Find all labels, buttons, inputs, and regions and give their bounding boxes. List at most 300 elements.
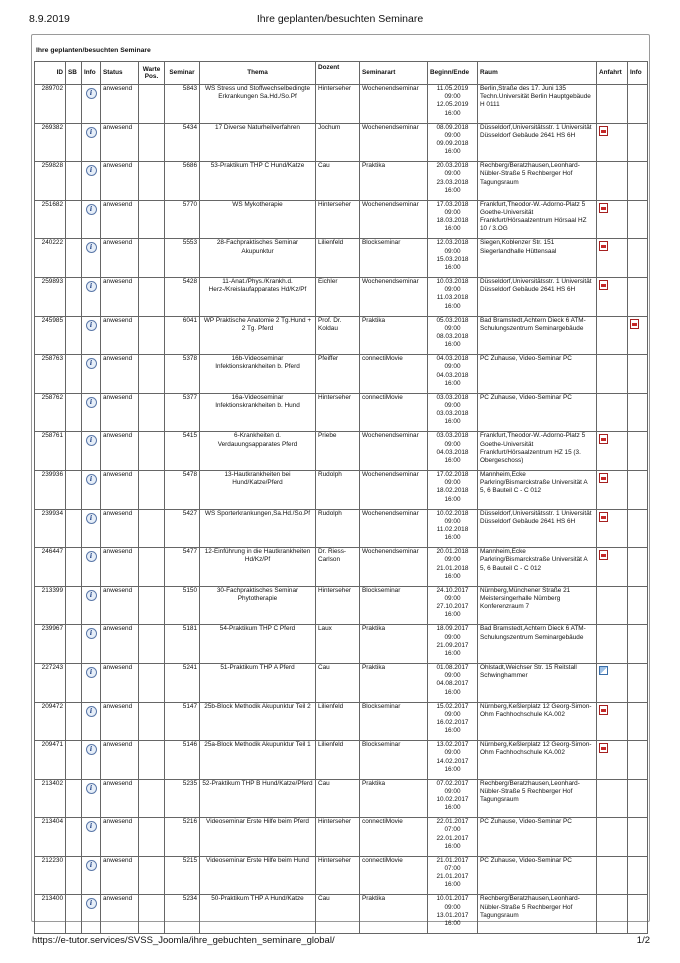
col-warte-pos[interactable]: Warte Pos. bbox=[139, 62, 165, 85]
info-icon[interactable]: i bbox=[86, 744, 97, 755]
cell-dozent: Dr. Riess-Carlson bbox=[316, 548, 360, 587]
cell-anfahrt bbox=[597, 625, 628, 664]
cell-thema: 6-Krankheiten d. Verdauungsapparates Pferd bbox=[200, 432, 316, 471]
col-status[interactable]: Status bbox=[101, 62, 139, 85]
cell-sb bbox=[66, 548, 82, 587]
info-icon[interactable]: i bbox=[86, 281, 97, 292]
cell-seminarart: Praktika bbox=[360, 895, 428, 934]
cell-sb bbox=[66, 818, 82, 857]
table-row bbox=[35, 123, 648, 162]
cell-beginn-ende: 20.03.2018 09:00 23.03.2018 16:00 bbox=[428, 162, 478, 201]
cell-seminarart: Wochenendseminar bbox=[360, 509, 428, 548]
cell-thema: 30-Fachpraktisches Seminar Phytotherapie bbox=[200, 586, 316, 625]
col-raum[interactable]: Raum bbox=[478, 62, 597, 85]
info-pdf-icon[interactable] bbox=[630, 319, 639, 329]
cell-beginn-ende: 24.10.2017 09:00 27.10.2017 16:00 bbox=[428, 586, 478, 625]
cell-status: anwesend bbox=[101, 162, 139, 201]
cell-status: anwesend bbox=[101, 895, 139, 934]
cell-dozent: Cau bbox=[316, 663, 360, 702]
cell-thema: 28-Fachpraktisches Seminar Akupunktur bbox=[200, 239, 316, 278]
cell-info bbox=[82, 432, 101, 471]
cell-warte-pos bbox=[139, 85, 165, 124]
cell-seminarart: Praktika bbox=[360, 663, 428, 702]
cell-sb bbox=[66, 393, 82, 432]
cell-sb bbox=[66, 509, 82, 548]
cell-thema: 51-Praktikum THP A Pferd bbox=[200, 663, 316, 702]
cell-thema: WS Mykotherapie bbox=[200, 200, 316, 239]
cell-beginn-ende: 11.05.2019 09:00 12.05.2019 16:00 bbox=[428, 85, 478, 124]
cell-seminar: 5843 bbox=[165, 85, 200, 124]
table-row bbox=[35, 355, 648, 394]
cell-seminar: 5150 bbox=[165, 586, 200, 625]
cell-status: anwesend bbox=[101, 393, 139, 432]
info-icon[interactable]: i bbox=[86, 397, 97, 408]
cell-id: 209472 bbox=[35, 702, 66, 741]
col-id[interactable]: ID bbox=[35, 62, 66, 85]
cell-seminar: 5241 bbox=[165, 663, 200, 702]
cell-id: 240222 bbox=[35, 239, 66, 278]
cell-beginn-ende: 18.09.2017 09:00 21.09.2017 16:00 bbox=[428, 625, 478, 664]
cell-thema: 53-Praktikum THP C Hund/Katze bbox=[200, 162, 316, 201]
cell-seminarart: connectiMovie bbox=[360, 355, 428, 394]
cell-anfahrt bbox=[597, 277, 628, 316]
cell-seminarart: Blockseminar bbox=[360, 741, 428, 780]
cell-warte-pos bbox=[139, 895, 165, 934]
cell-seminarart: Wochenendseminar bbox=[360, 123, 428, 162]
cell-id: 258762 bbox=[35, 393, 66, 432]
table-row bbox=[35, 856, 648, 895]
cell-anfahrt bbox=[597, 432, 628, 471]
cell-status: anwesend bbox=[101, 470, 139, 509]
cell-anfahrt bbox=[597, 239, 628, 278]
info-icon[interactable]: i bbox=[86, 204, 97, 215]
cell-raum: PC Zuhause, Video-Seminar PC bbox=[478, 393, 597, 432]
cell-beginn-ende: 10.01.2017 09:00 13.01.2017 16:00 bbox=[428, 895, 478, 934]
cell-sb bbox=[66, 702, 82, 741]
cell-seminar: 5216 bbox=[165, 818, 200, 857]
cell-seminar: 5378 bbox=[165, 355, 200, 394]
cell-seminar: 5215 bbox=[165, 856, 200, 895]
cell-id: 212230 bbox=[35, 856, 66, 895]
cell-seminarart: Blockseminar bbox=[360, 586, 428, 625]
cell-dozent: Lilienfeld bbox=[316, 702, 360, 741]
anfahrt-pdf-icon[interactable] bbox=[599, 241, 608, 251]
cell-status: anwesend bbox=[101, 702, 139, 741]
cell-info2 bbox=[628, 663, 648, 702]
cell-info bbox=[82, 856, 101, 895]
cell-sb bbox=[66, 162, 82, 201]
cell-seminar: 6041 bbox=[165, 316, 200, 355]
cell-raum: PC Zuhause, Video-Seminar PC bbox=[478, 355, 597, 394]
cell-seminar: 5428 bbox=[165, 277, 200, 316]
cell-raum: Düsseldorf,Universitätsstr. 1 Universität Düsseldorf Gebäude 2641 HS 6H bbox=[478, 277, 597, 316]
info-icon[interactable]: i bbox=[86, 590, 97, 601]
cell-info2 bbox=[628, 818, 648, 857]
anfahrt-pdf-icon[interactable] bbox=[599, 550, 608, 560]
cell-raum: Düsseldorf,Universitätsstr. 1 Universität Düsseldorf Gebäude 2641 HS 6H bbox=[478, 123, 597, 162]
cell-anfahrt bbox=[597, 741, 628, 780]
anfahrt-pdf-icon[interactable] bbox=[599, 705, 608, 715]
cell-anfahrt bbox=[597, 316, 628, 355]
cell-seminar: 5427 bbox=[165, 509, 200, 548]
cell-info2 bbox=[628, 239, 648, 278]
info-icon[interactable]: i bbox=[86, 628, 97, 639]
cell-seminarart: Praktika bbox=[360, 625, 428, 664]
col-anfahrt[interactable]: Anfahrt bbox=[597, 62, 628, 85]
cell-status: anwesend bbox=[101, 316, 139, 355]
cell-beginn-ende: 01.08.2017 09:00 04.08.2017 16:00 bbox=[428, 663, 478, 702]
cell-info bbox=[82, 509, 101, 548]
cell-beginn-ende: 17.03.2018 09:00 18.03.2018 16:00 bbox=[428, 200, 478, 239]
cell-beginn-ende: 20.01.2018 09:00 21.01.2018 16:00 bbox=[428, 548, 478, 587]
table-row bbox=[35, 625, 648, 664]
cell-beginn-ende: 08.09.2018 09:00 09.09.2018 16:00 bbox=[428, 123, 478, 162]
cell-raum: Rechberg/Beratzhausen,Leonhard-Nübler-Straße 5 Rechberger Hof Tagungsraum bbox=[478, 779, 597, 818]
cell-thema: 52-Praktikum THP B Hund/Katze/Pferd bbox=[200, 779, 316, 818]
cell-sb bbox=[66, 779, 82, 818]
table-row bbox=[35, 470, 648, 509]
table-row bbox=[35, 432, 648, 471]
cell-raum: Rechberg/Beratzhausen,Leonhard-Nübler-Straße 5 Rechberger Hof Tagungsraum bbox=[478, 895, 597, 934]
cell-thema: 25b-Block Methodik Akupunktur Teil 2 bbox=[200, 702, 316, 741]
cell-warte-pos bbox=[139, 123, 165, 162]
cell-status: anwesend bbox=[101, 200, 139, 239]
cell-info2 bbox=[628, 277, 648, 316]
cell-seminar: 5477 bbox=[165, 548, 200, 587]
cell-status: anwesend bbox=[101, 123, 139, 162]
cell-beginn-ende: 10.03.2018 09:00 11.03.2018 16:00 bbox=[428, 277, 478, 316]
cell-thema: 25a-Block Methodik Akupunktur Teil 1 bbox=[200, 741, 316, 780]
cell-info2 bbox=[628, 856, 648, 895]
info-icon[interactable]: i bbox=[86, 358, 97, 369]
cell-sb bbox=[66, 625, 82, 664]
cell-warte-pos bbox=[139, 162, 165, 201]
cell-status: anwesend bbox=[101, 779, 139, 818]
cell-info2 bbox=[628, 895, 648, 934]
info-icon[interactable]: i bbox=[86, 474, 97, 485]
anfahrt-pdf-icon[interactable] bbox=[599, 743, 608, 753]
table-header bbox=[35, 62, 648, 85]
table-row bbox=[35, 162, 648, 201]
cell-thema: Videoseminar Erste Hilfe beim Hund bbox=[200, 856, 316, 895]
col-sb[interactable]: SB bbox=[66, 62, 82, 85]
cell-id: 246447 bbox=[35, 548, 66, 587]
cell-anfahrt bbox=[597, 470, 628, 509]
table-row bbox=[35, 741, 648, 780]
cell-dozent: Cau bbox=[316, 162, 360, 201]
cell-id: 213404 bbox=[35, 818, 66, 857]
anfahrt-pdf-icon[interactable] bbox=[599, 512, 608, 522]
cell-warte-pos bbox=[139, 316, 165, 355]
cell-seminar: 5147 bbox=[165, 702, 200, 741]
cell-dozent: Lilienfeld bbox=[316, 741, 360, 780]
cell-info2 bbox=[628, 123, 648, 162]
info-icon[interactable]: i bbox=[86, 320, 97, 331]
table-row bbox=[35, 586, 648, 625]
cell-seminarart: connectiMovie bbox=[360, 393, 428, 432]
cell-raum: Siegen,Koblenzer Str. 151 Siegerlandhalle Hüttensaal bbox=[478, 239, 597, 278]
anfahrt-pdf-icon[interactable] bbox=[599, 280, 608, 290]
cell-info2 bbox=[628, 432, 648, 471]
cell-beginn-ende: 15.02.2017 09:00 16.02.2017 16:00 bbox=[428, 702, 478, 741]
cell-dozent: Hinterseher bbox=[316, 586, 360, 625]
cell-id: 258763 bbox=[35, 355, 66, 394]
cell-id: 213402 bbox=[35, 779, 66, 818]
cell-seminar: 5181 bbox=[165, 625, 200, 664]
cell-raum: Nürnberg,Keßlerplatz 12 Georg-Simon-Ohm Fachhochschule KA.002 bbox=[478, 702, 597, 741]
cell-info2 bbox=[628, 200, 648, 239]
table-row bbox=[35, 895, 648, 934]
cell-id: 258761 bbox=[35, 432, 66, 471]
anfahrt-pdf-icon[interactable] bbox=[599, 473, 608, 483]
cell-thema: 16b-Videoseminar Infektionskrankheiten b. Pferd bbox=[200, 355, 316, 394]
cell-anfahrt bbox=[597, 663, 628, 702]
cell-info2 bbox=[628, 741, 648, 780]
cell-sb bbox=[66, 123, 82, 162]
cell-thema: 12-Einführung in die Hautkrankheiten Hd/Kz/Pf bbox=[200, 548, 316, 587]
cell-info2 bbox=[628, 548, 648, 587]
cell-sb bbox=[66, 432, 82, 471]
cell-seminarart: Wochenendseminar bbox=[360, 85, 428, 124]
cell-beginn-ende: 22.01.2017 07:00 22.01.2017 16:00 bbox=[428, 818, 478, 857]
cell-info bbox=[82, 123, 101, 162]
cell-seminarart: Blockseminar bbox=[360, 702, 428, 741]
cell-dozent: Hinterseher bbox=[316, 856, 360, 895]
print-date: 8.9.2019 bbox=[29, 13, 70, 25]
cell-id: 239934 bbox=[35, 509, 66, 548]
info-icon[interactable]: i bbox=[86, 667, 97, 678]
cell-status: anwesend bbox=[101, 432, 139, 471]
cell-id: 213400 bbox=[35, 895, 66, 934]
cell-warte-pos bbox=[139, 856, 165, 895]
cell-info2 bbox=[628, 586, 648, 625]
cell-warte-pos bbox=[139, 663, 165, 702]
cell-anfahrt bbox=[597, 123, 628, 162]
cell-info bbox=[82, 200, 101, 239]
info-icon[interactable]: i bbox=[86, 821, 97, 832]
cell-dozent: Laux bbox=[316, 625, 360, 664]
cell-info bbox=[82, 162, 101, 201]
table-row bbox=[35, 548, 648, 587]
cell-id: 269382 bbox=[35, 123, 66, 162]
cell-seminarart: Wochenendseminar bbox=[360, 432, 428, 471]
cell-seminarart: Wochenendseminar bbox=[360, 548, 428, 587]
cell-warte-pos bbox=[139, 779, 165, 818]
cell-beginn-ende: 04.03.2018 09:00 04.03.2018 16:00 bbox=[428, 355, 478, 394]
cell-raum: Bad Bramstedt,Achtern Dieck 6 ATM-Schulungszentrum Seminargebäude bbox=[478, 316, 597, 355]
cell-seminarart: Praktika bbox=[360, 779, 428, 818]
info-icon[interactable]: i bbox=[86, 88, 97, 99]
cell-anfahrt bbox=[597, 85, 628, 124]
cell-beginn-ende: 10.02.2018 09:00 11.02.2018 16:00 bbox=[428, 509, 478, 548]
cell-dozent: Jochum bbox=[316, 123, 360, 162]
cell-dozent: Hinterseher bbox=[316, 85, 360, 124]
cell-seminarart: Praktika bbox=[360, 316, 428, 355]
anfahrt-pdf-icon[interactable] bbox=[599, 126, 608, 136]
cell-id: 239967 bbox=[35, 625, 66, 664]
cell-status: anwesend bbox=[101, 85, 139, 124]
cell-sb bbox=[66, 586, 82, 625]
table-row bbox=[35, 779, 648, 818]
cell-info2 bbox=[628, 85, 648, 124]
cell-info bbox=[82, 355, 101, 394]
info-icon[interactable]: i bbox=[86, 551, 97, 562]
cell-anfahrt bbox=[597, 586, 628, 625]
info-icon[interactable]: i bbox=[86, 435, 97, 446]
print-title: Ihre geplanten/besuchten Seminare bbox=[256, 13, 424, 25]
table-row bbox=[35, 509, 648, 548]
cell-raum: Nürnberg,Münchener Straße 21 Meistersingerhalle Nürnberg Konferenzraum 7 bbox=[478, 586, 597, 625]
info-icon[interactable]: i bbox=[86, 860, 97, 871]
col-seminarart[interactable]: Seminarart bbox=[360, 62, 428, 85]
cell-thema: 16a-Videoseminar Infektionskrankheiten b. Hund bbox=[200, 393, 316, 432]
cell-status: anwesend bbox=[101, 355, 139, 394]
cell-dozent: Priebe bbox=[316, 432, 360, 471]
cell-thema: 13-Hautkrankheiten bei Hund/Katze/Pferd bbox=[200, 470, 316, 509]
cell-id: 251682 bbox=[35, 200, 66, 239]
cell-warte-pos bbox=[139, 548, 165, 587]
table-row bbox=[35, 393, 648, 432]
col-info2[interactable]: Info bbox=[628, 62, 648, 85]
cell-thema: Videoseminar Erste Hilfe beim Pferd bbox=[200, 818, 316, 857]
cell-seminar: 5553 bbox=[165, 239, 200, 278]
cell-status: anwesend bbox=[101, 625, 139, 664]
cell-anfahrt bbox=[597, 895, 628, 934]
cell-info2 bbox=[628, 625, 648, 664]
cell-seminarart: Wochenendseminar bbox=[360, 470, 428, 509]
cell-seminar: 5146 bbox=[165, 741, 200, 780]
cell-seminar: 5415 bbox=[165, 432, 200, 471]
col-beginn-ende[interactable]: Beginn/Ende bbox=[428, 62, 478, 85]
cell-status: anwesend bbox=[101, 509, 139, 548]
cell-dozent: Cau bbox=[316, 895, 360, 934]
cell-seminar: 5234 bbox=[165, 895, 200, 934]
info-icon[interactable]: i bbox=[86, 127, 97, 138]
cell-sb bbox=[66, 470, 82, 509]
cell-sb bbox=[66, 355, 82, 394]
cell-warte-pos bbox=[139, 393, 165, 432]
cell-anfahrt bbox=[597, 393, 628, 432]
cell-info bbox=[82, 586, 101, 625]
table-row bbox=[35, 702, 648, 741]
col-info[interactable]: Info bbox=[82, 62, 101, 85]
cell-info2 bbox=[628, 162, 648, 201]
cell-info2 bbox=[628, 779, 648, 818]
cell-beginn-ende: 13.02.2017 09:00 14.02.2017 16:00 bbox=[428, 741, 478, 780]
info-icon[interactable]: i bbox=[86, 165, 97, 176]
cell-raum: Rechberg/Beratzhausen,Leonhard-Nübler-Straße 5 Rechberger Hof Tagungsraum bbox=[478, 162, 597, 201]
cell-anfahrt bbox=[597, 200, 628, 239]
cell-raum: Frankfurt,Theodor-W.-Adorno-Platz 5 Goethe-Universität Frankfurt/Hörsaalzentrum Hörsaal HZ 10 / 3.OG bbox=[478, 200, 597, 239]
cell-info2 bbox=[628, 702, 648, 741]
cell-beginn-ende: 17.02.2018 09:00 18.02.2018 16:00 bbox=[428, 470, 478, 509]
cell-info2 bbox=[628, 470, 648, 509]
cell-info2 bbox=[628, 355, 648, 394]
col-dozent[interactable]: Dozent bbox=[316, 62, 360, 85]
anfahrt-pdf-icon[interactable] bbox=[599, 203, 608, 213]
cell-anfahrt bbox=[597, 702, 628, 741]
cell-info bbox=[82, 779, 101, 818]
cell-raum: Düsseldorf,Universitätsstr. 1 Universität Düsseldorf Gebäude 2641 HS 6H bbox=[478, 509, 597, 548]
cell-anfahrt bbox=[597, 818, 628, 857]
cell-seminar: 5770 bbox=[165, 200, 200, 239]
info-icon[interactable]: i bbox=[86, 706, 97, 717]
col-thema[interactable]: Thema bbox=[200, 62, 316, 85]
cell-info bbox=[82, 818, 101, 857]
cell-id: 245985 bbox=[35, 316, 66, 355]
print-footer bbox=[0, 935, 680, 949]
cell-id: 259893 bbox=[35, 277, 66, 316]
cell-info2 bbox=[628, 316, 648, 355]
cell-sb bbox=[66, 895, 82, 934]
cell-warte-pos bbox=[139, 470, 165, 509]
cell-info bbox=[82, 663, 101, 702]
cell-thema: 11-Anat./Phys./Krankh.d. Herz-/Kreislaufapparates Hd/Kz/Pf bbox=[200, 277, 316, 316]
cell-info bbox=[82, 277, 101, 316]
cell-raum: Bad Bramstedt,Achtern Dieck 6 ATM-Schulungszentrum Seminargebäude bbox=[478, 625, 597, 664]
cell-seminarart: connectiMovie bbox=[360, 856, 428, 895]
info-icon[interactable]: i bbox=[86, 513, 97, 524]
cell-sb bbox=[66, 663, 82, 702]
cell-sb bbox=[66, 741, 82, 780]
cell-seminarart: Wochenendseminar bbox=[360, 200, 428, 239]
cell-dozent: Hinterseher bbox=[316, 818, 360, 857]
cell-raum: Nürnberg,Keßlerplatz 12 Georg-Simon-Ohm Fachhochschule KA.002 bbox=[478, 741, 597, 780]
cell-dozent: Hinterseher bbox=[316, 393, 360, 432]
info-icon[interactable]: i bbox=[86, 783, 97, 794]
cell-warte-pos bbox=[139, 586, 165, 625]
cell-sb bbox=[66, 85, 82, 124]
table-row bbox=[35, 663, 648, 702]
cell-info bbox=[82, 895, 101, 934]
cell-seminarart: Wochenendseminar bbox=[360, 277, 428, 316]
cell-thema: WS Sporterkrankungen,Sa.Hd./So.Pf bbox=[200, 509, 316, 548]
cell-status: anwesend bbox=[101, 741, 139, 780]
cell-beginn-ende: 12.03.2018 09:00 15.03.2018 16:00 bbox=[428, 239, 478, 278]
cell-thema: 54-Praktikum THP C Pferd bbox=[200, 625, 316, 664]
cell-warte-pos bbox=[139, 355, 165, 394]
cell-seminar: 5434 bbox=[165, 123, 200, 162]
cell-beginn-ende: 21.01.2017 07:00 21.01.2017 16:00 bbox=[428, 856, 478, 895]
cell-warte-pos bbox=[139, 702, 165, 741]
cell-seminar: 5478 bbox=[165, 470, 200, 509]
cell-dozent: Cau bbox=[316, 779, 360, 818]
info-icon[interactable]: i bbox=[86, 898, 97, 909]
cell-raum: Mannheim,Ecke Parkring/Bismarckstraße Universität A 5, 6 Bauteil C - C 012 bbox=[478, 548, 597, 587]
cell-seminarart: Praktika bbox=[360, 162, 428, 201]
anfahrt-pdf-icon[interactable] bbox=[599, 434, 608, 444]
table-row bbox=[35, 277, 648, 316]
cell-status: anwesend bbox=[101, 586, 139, 625]
col-seminar[interactable]: Seminar bbox=[165, 62, 200, 85]
table-row bbox=[35, 316, 648, 355]
cell-raum: PC Zuhause, Video-Seminar PC bbox=[478, 818, 597, 857]
cell-seminarart: connectiMovie bbox=[360, 818, 428, 857]
cell-sb bbox=[66, 277, 82, 316]
cell-dozent: Hinterseher bbox=[316, 200, 360, 239]
cell-beginn-ende: 03.03.2018 09:00 03.03.2018 16:00 bbox=[428, 393, 478, 432]
cell-info bbox=[82, 548, 101, 587]
info-icon[interactable]: i bbox=[86, 242, 97, 253]
cell-anfahrt bbox=[597, 548, 628, 587]
cell-thema: 50-Praktikum THP A Hund/Katze bbox=[200, 895, 316, 934]
cell-dozent: Pfeiffer bbox=[316, 355, 360, 394]
cell-anfahrt bbox=[597, 509, 628, 548]
cell-raum: Berlin,Straße des 17. Juni 135 Techn.Universität Berlin Hauptgebäude H 0111 bbox=[478, 85, 597, 124]
anfahrt-map-icon[interactable] bbox=[599, 666, 608, 675]
cell-dozent: Eichler bbox=[316, 277, 360, 316]
cell-seminar: 5235 bbox=[165, 779, 200, 818]
